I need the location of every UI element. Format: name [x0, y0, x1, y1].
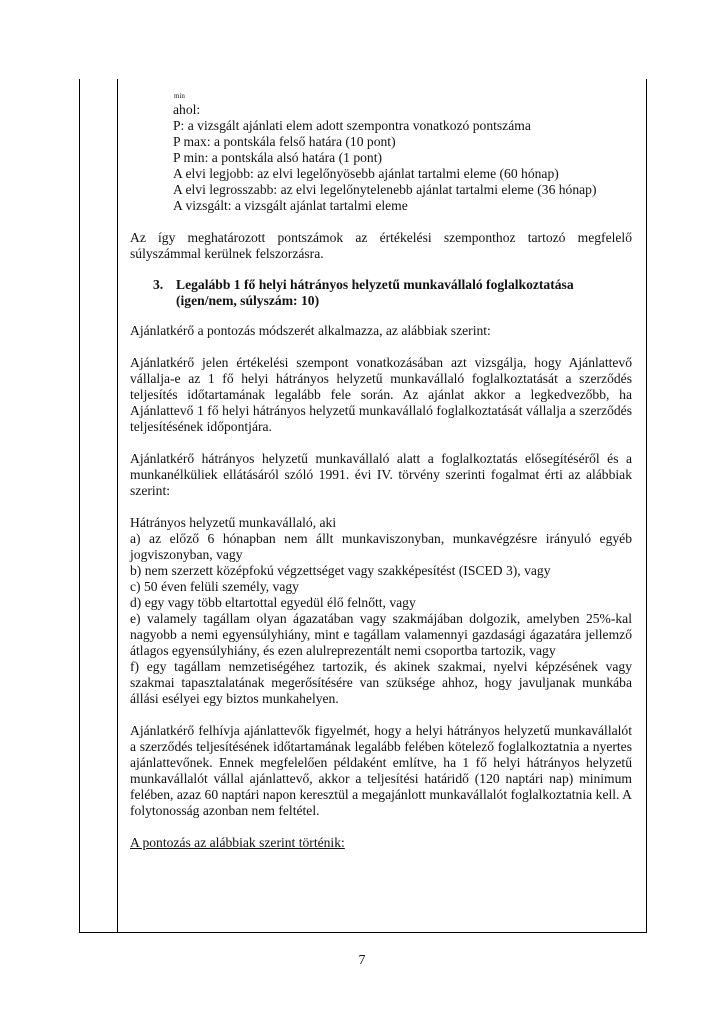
paragraph-method: Ajánlatkérő a pontozás módszerét alkalmazza, az alábbiak szerint: [130, 323, 491, 338]
cell-content [130, 92, 632, 851]
section-title: Legalább 1 fő helyi hátrányos helyzetű munkavállaló foglalkoztatása (igen/nem, súlyszám: 10) [176, 277, 574, 308]
list-intro: Hátrányos helyzetű munkavállaló, aki [130, 515, 337, 530]
section-number: 3. [153, 277, 164, 292]
list-item: e) valamely tagállam olyan ágazatában vagy szakmájában dolgozik, amelyben 25%-kal nagyobb a nemi egyensúlyhiány, mint e tagállam valamennyi gazdasági ágazatára jellemző átlagos egyensúlyhiány, és ezen alulreprezentált nemi csoportba tartozik, vagy [130, 611, 632, 658]
definition-line: A elvi legrosszabb: az elvi legelőnytelenebb ajánlat tartalmi eleme (36 hónap) [173, 182, 597, 197]
definition-line: ahol: [173, 102, 201, 117]
list-item: b) nem szerzett középfokú végzettséget vagy szakképesítést (ISCED 3), vagy [130, 563, 551, 578]
formula-definitions [173, 102, 632, 214]
disadvantaged-list [130, 515, 632, 707]
definition-line: P min: a pontskála alsó határa (1 pont) [173, 150, 383, 165]
definition-line: P max: a pontskála felső határa (10 pont) [173, 134, 396, 149]
list-item: f) egy tagállam nemzetiségéhez tartozik, és akinek szakmai, nyelvi képzésének vagy szakmai tapasztalatának megerősítésére van szüksége ahhoz, hogy javuljanak munkába állási esélyei egy biztos munkahelyen. [130, 659, 632, 706]
list-item: a) az előző 6 hónapban nem állt munkaviszonyban, munkavégzésre irányuló egyéb jogviszonyban, vagy [130, 531, 632, 562]
scoring-heading: A pontozás az alábbiak szerint történik: [130, 835, 345, 850]
page-number: 7 [358, 953, 366, 968]
definition-line: P: a vizsgált ajánlati elem adott szempontra vonatkozó pontszáma [173, 118, 531, 133]
paragraph-evaluation: Ajánlatkérő jelen értékelési szempont vonatkozásában azt vizsgálja, hogy Ajánlattevő vállalja-e az 1 fő helyi hátrányos helyzetű munkavállaló foglalkoztatását a szerződés teljesítés időtartamának legalább fele során. Az ajánlat akkor a legkedvezőbb, ha Ajánlattevő 1 fő helyi hátrányos helyzetű munkavállaló foglalkoztatását vállalja a szerződés teljesítésének időpontjára. [130, 355, 632, 434]
paragraph-notice: Ajánlatkérő felhívja ajánlattevők figyelmét, hogy a helyi hátrányos helyzetű munkavállalót a szerződés teljesítésének időtartamának legalább felében kötelező foglalkoztatnia a nyertes ajánlattevőnek. Ennek megfelelően példaként említve, ha 1 fő helyi hátrányos helyzetű munkavállalót vállal ajánlattevő, akkor a teljesítési határidő (120 naptári nap) minimum felében, azaz 60 naptári napon keresztül a megajánlott munkavállalót foglalkoztatnia kell. A folytonosság azonban nem feltétel. [130, 723, 632, 818]
section-heading [153, 277, 632, 309]
list-item: c) 50 éven felüli személy, vagy [130, 579, 299, 594]
paragraph-definition-intro: Ajánlatkérő hátrányos helyzetű munkavállaló alatt a foglalkoztatás elősegítéséről és a munkanélküliek ellátásáról szóló 1991. évi IV. törvény szerinti fogalmat érti az alábbiak szerint: [130, 451, 632, 498]
formula-min-subscript: min [174, 92, 185, 100]
definition-line: A elvi legjobb: az elvi legelőnyösebb ajánlat tartalmi eleme (60 hónap) [173, 166, 559, 181]
table-column-divider [117, 79, 118, 932]
list-item: d) egy vagy több eltartottal egyedül élő felnőtt, vagy [130, 595, 416, 610]
definition-line: A vizsgált: a vizsgált ajánlat tartalmi eleme [173, 198, 408, 213]
paragraph-weighting: Az így meghatározott pontszámok az értékelési szemponthoz tartozó megfelelő súlyszámmal kerülnek felszorzásra. [130, 230, 632, 261]
